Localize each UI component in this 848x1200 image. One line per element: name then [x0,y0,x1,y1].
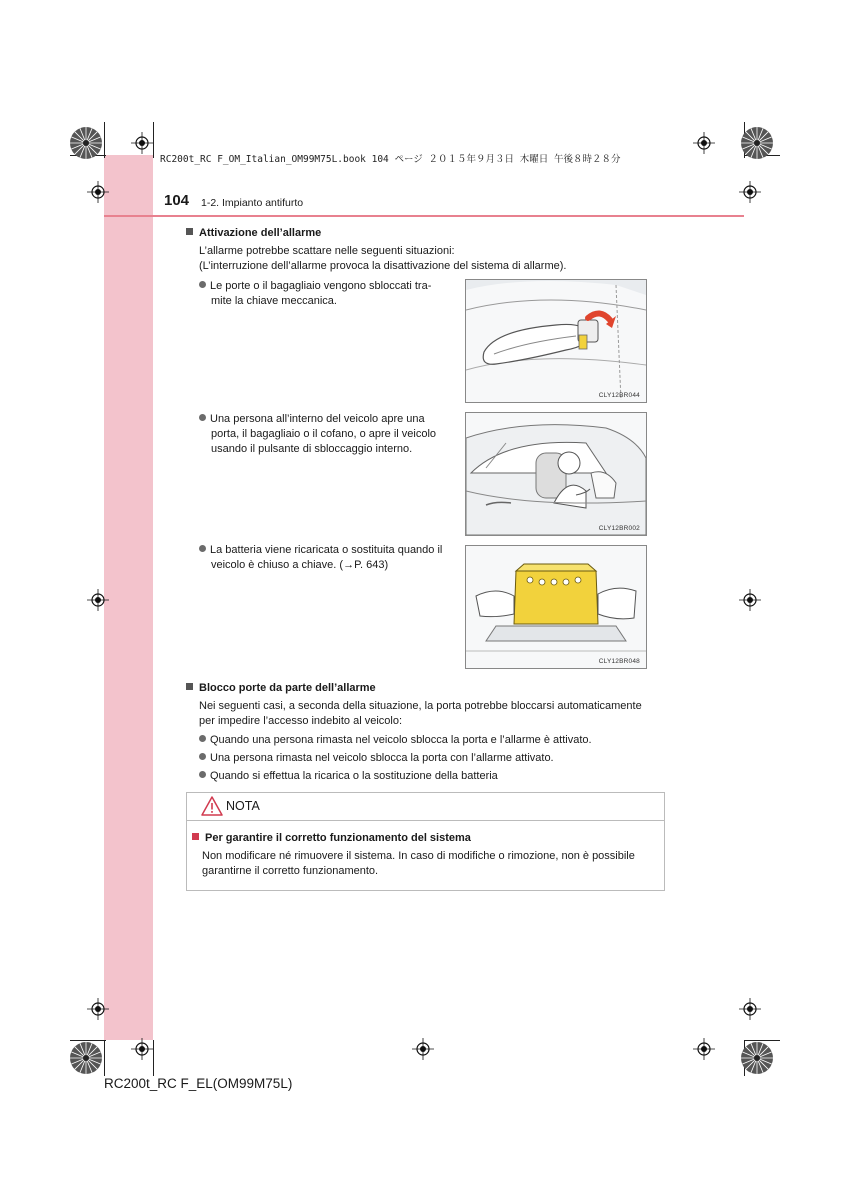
registration-mark-icon [693,132,715,154]
door-lock-bullet-text: Quando una persona rimasta nel veicolo sblocca la porta e l’allarme è attivato. [210,734,592,746]
figure-code: CLY12BR048 [598,658,640,665]
bullet-icon [199,281,206,288]
nota-body [202,849,662,879]
door-lock-intro-line: per impedire l’accesso indebito al veicolo: [199,715,402,727]
door-lock-bullet [199,769,669,784]
bullet-icon [199,414,206,421]
nota-body-line: garantirne il corretto funzionamento. [202,865,379,877]
nota-label: NOTA [226,799,260,813]
activation-item-text: porta, il bagagliaio o il cofano, o apre il veicolo [211,428,437,440]
bullet-icon [199,545,206,552]
figure-code: CLY12BR044 [598,392,640,399]
activation-item [199,412,453,457]
nota-square-icon [192,833,199,840]
door-lock-heading [186,682,376,694]
registration-mark-icon [693,1038,715,1060]
activation-item-text: Una persona all’interno del veicolo apre una [210,413,425,425]
figure-code: CLY12BR002 [598,525,640,532]
activation-heading-text: Attivazione dell’allarme [199,227,322,239]
footer-model-code: RC200t_RC F_EL(OM99M75L) [104,1076,293,1091]
activation-item-text: mite la chiave meccanica. [211,295,337,307]
activation-intro [199,244,669,274]
figure-battery-replacement [465,545,647,669]
activation-heading [186,227,321,239]
color-rosette-icon [740,1041,774,1075]
registration-mark-icon [131,1038,153,1060]
header-rule [104,215,744,217]
door-lock-bullet-text: Quando si effettua la ricarica o la sostituzione della batteria [210,770,498,782]
chapter-side-tab [104,155,153,1040]
activation-item-text: La batteria viene ricaricata o sostituita quando il [210,544,443,556]
nota-box [186,792,665,891]
door-handle-illustration-icon [466,280,646,402]
door-lock-bullet-text: Una persona rimasta nel veicolo sblocca la porta con l’allarme attivato. [210,752,554,764]
color-rosette-icon [69,1041,103,1075]
registration-mark-icon [739,589,761,611]
warning-triangle-icon [201,796,223,816]
color-rosette-icon [740,126,774,160]
bullet-icon [199,735,206,742]
door-lock-bullet [199,751,669,766]
activation-item-text: Le porte o il bagagliaio vengono sbloccati tra- [210,280,432,292]
bullet-icon [199,771,206,778]
nota-heading [192,832,471,844]
registration-mark-icon [87,589,109,611]
registration-mark-icon [87,181,109,203]
activation-item-text: usando il pulsante di sbloccaggio interno. [211,443,413,455]
activation-item [199,543,453,573]
registration-mark-icon [412,1038,434,1060]
door-lock-bullet [199,733,669,748]
bullet-icon [199,753,206,760]
section-title: 1-2. Impianto antifurto [201,197,304,209]
registration-mark-icon [87,998,109,1020]
battery-illustration-icon [466,546,646,668]
door-lock-intro-line: Nei seguenti casi, a seconda della situazione, la porta potrebbe bloccarsi automaticamente [199,700,642,712]
door-lock-heading-text: Blocco porte da parte dell’allarme [199,682,376,694]
page-number: 104 [164,192,190,209]
activation-item-text: veicolo è chiuso a chiave. (→P. 643) [211,559,389,571]
activation-intro-line: (L’interruzione dell’allarme provoca la disattivazione del sistema di allarme). [199,260,567,272]
section-square-icon [186,683,193,690]
registration-mark-icon [739,181,761,203]
registration-mark-icon [739,998,761,1020]
activation-item [199,279,453,309]
nota-heading-text: Per garantire il corretto funzionamento del sistema [205,832,471,844]
section-square-icon [186,228,193,235]
figure-person-inside-vehicle [465,412,647,536]
activation-intro-line: L’allarme potrebbe scattare nelle seguenti situazioni: [199,245,455,257]
vehicle-interior-illustration-icon [466,413,646,535]
nota-header [187,793,664,821]
nota-body-line: Non modificare né rimuovere il sistema. In caso di modifiche o rimozione, non è possibile [202,850,635,862]
figure-door-key-unlock [465,279,647,403]
color-rosette-icon [69,126,103,160]
door-lock-intro [199,699,669,729]
registration-mark-icon [131,132,153,154]
print-header: RC200t_RC F_OM_Italian_OM99M75L.book 104 ページ ２０１５年９月３日 木曜日 午後８時２８分 [160,154,621,165]
